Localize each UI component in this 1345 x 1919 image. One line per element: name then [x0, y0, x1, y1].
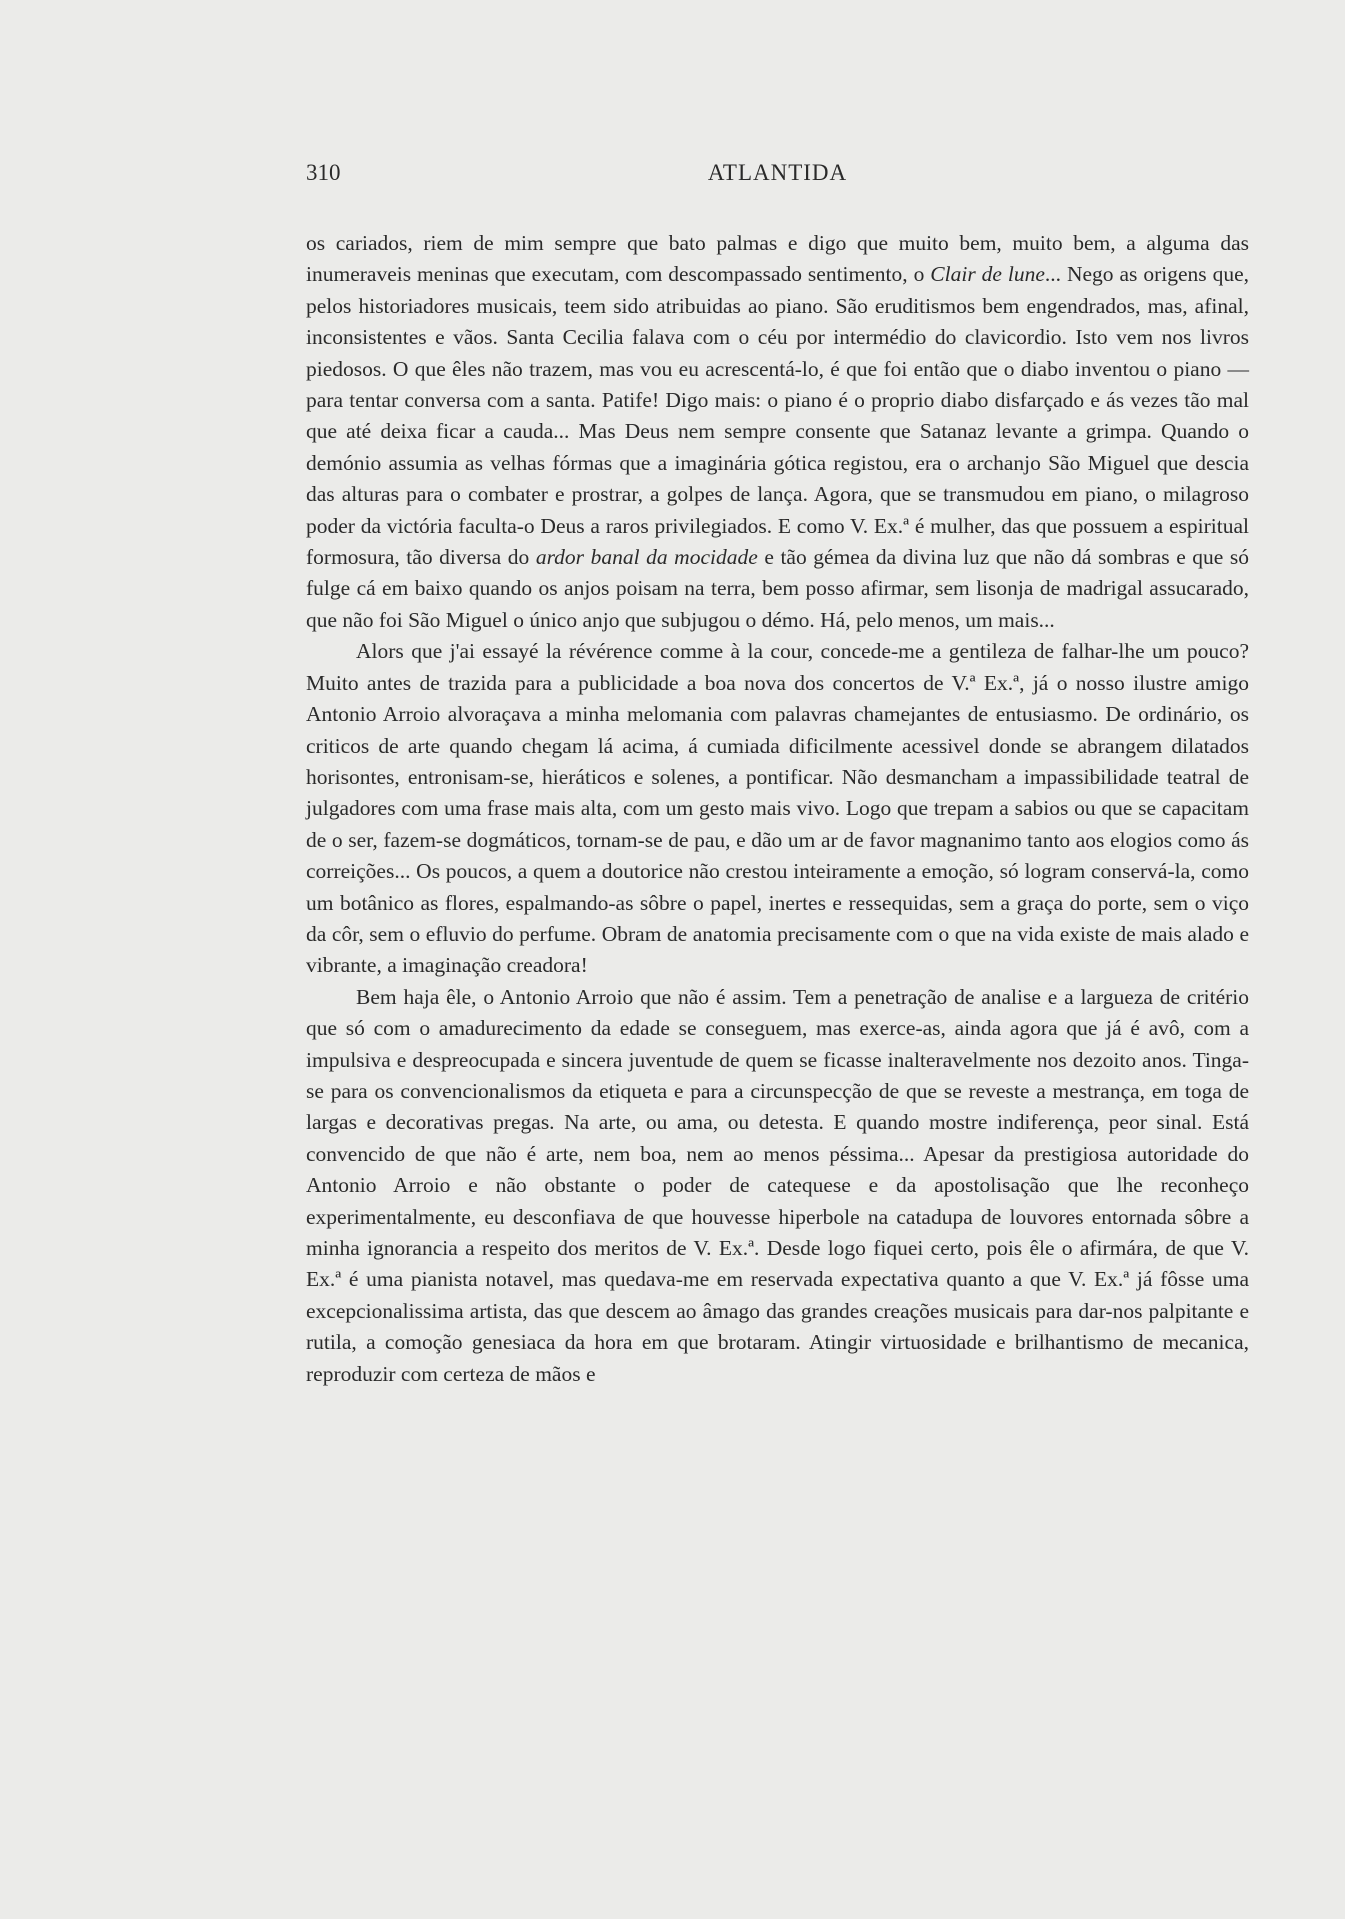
body-text [306, 228, 1249, 1390]
page-header [306, 160, 1249, 192]
text-span: Bem haja êle, o Antonio Arroio que não é assim. Tem a penetração de analise e a largueza de critério que só com o amadurecimento da edade se conseguem, mas exerce-as, ainda agora que já é avô, com a impulsiva e despreocupada e sincera juventude de quem se ficasse inalteravelmente nos dezoito anos. Tinga-se para os convencionalismos da etiqueta e para a circunspecção de que se reveste a mestrança, em toga de largas e decorativas pregas. Na arte, ou ama, ou detesta. E quando mostre indiferença, peor sinal. Está convencido de que não é arte, nem boa, nem ao menos péssima... Apesar da prestigiosa autoridade do Antonio Arroio e não obstante o poder de catequese e da apostolisação que lhe reconheço experimentalmente, eu desconfiava de que houvesse hiperbole na catadupa de louvores entornada sôbre a minha ignorancia a respeito dos meritos de V. Ex.ª. Desde logo fiquei certo, pois êle o afirmára, de que V. Ex.ª é uma pianista notavel, mas quedava-me em reservada expectativa quanto a que V. Ex.ª já fôsse uma excepcionalissima artista, das que descem ao âmago das grandes creações musicais para dar-nos palpitante e rutila, a comoção genesiaca da hora em que brotaram. Atingir virtuosidade e brilhantismo de mecanica, reproduzir com certeza de mãos e [306, 984, 1249, 1386]
italic-title: Clair de lune [930, 262, 1045, 287]
paragraph [306, 982, 1249, 1390]
text-span: e tão gémea da divina luz que não dá sombras e que só fulge cá em baixo quando os anjos poisam na terra, bem posso afirmar, sem lisonja de madrigal assucarado, que não foi São Miguel o único anjo que subjugou o démo. Há, pelo menos, um mais... [306, 545, 1250, 632]
page-number: 310 [306, 160, 341, 185]
text-span: ... Nego as origens que, pelos historiadores musicais, teem sido atribuidas ao piano. São eruditismos bem engendrados, mas, afinal, inconsistentes e vãos. Santa Cecilia falava com o céu por intermédio do clavicordio. Isto vem nos livros piedosos. O que êles não trazem, mas vou eu acrescentá-lo, é que foi então que o diabo inventou o piano — para tentar conversa com a santa. Patife! Digo mais: o piano é o proprio diabo disfarçado e ás vezes tão mal que até deixa ficar a cauda... Mas Deus nem sempre consente que Satanaz levante a grimpa. Quando o demónio assumia as velhas fórmas que a imaginária gótica registou, era o archanjo São Miguel que descia das alturas para o combater e prostrar, a golpes de lança. Agora, que se transmudou em piano, o milagroso poder da victória faculta-o Deus a raros privilegiados. E como V. Ex.ª é mulher, das que possuem a espiritual formosura, tão diversa do [306, 262, 1249, 570]
paragraph [306, 636, 1249, 981]
text-span: os cariados, riem de mim sempre que bato palmas e digo que muito bem, muito bem, a alguma das inumeraveis meninas que executam, com descompassado sentimento, o [306, 231, 1249, 287]
text-span: Alors que j'ai essayé la révérence comme à la cour, concede-me a gentileza de falhar-lhe um pouco? Muito antes de trazida para a publicidade a boa nova dos concertos de V.ª Ex.ª, já o nosso ilustre amigo Antonio Arroio alvoraçava a minha melomania com palavras chamejantes de entusiasmo. De ordinário, os criticos de arte quando chegam lá acima, á cumiada dificilmente acessivel donde se abrangem dilatados horisontes, entronisam-se, hieráticos e solenes, a pontificar. Não desmancham a impassibilidade teatral de julgadores com uma frase mais alta, com um gesto mais vivo. Logo que trepam a sabios ou que se capacitam de o ser, fazem-se dogmáticos, tornam-se de pau, e dão um ar de favor magnanimo tanto aos elogios como ás correições... Os poucos, a quem a doutorice não crestou inteiramente a emoção, só logram conservá-la, como um botânico as flores, espalmando-as sôbre o papel, inertes e ressequidas, sem a graça do porte, sem o viço da côr, sem o efluvio do perfume. Obram de anatomia precisamente com o que na vida existe de mais alado e vibrante, a imaginação creadora! [306, 639, 1249, 978]
paragraph [306, 228, 1249, 636]
running-title: ATLANTIDA [707, 160, 848, 185]
italic-quote: ardor banal da mocidade [535, 545, 758, 570]
